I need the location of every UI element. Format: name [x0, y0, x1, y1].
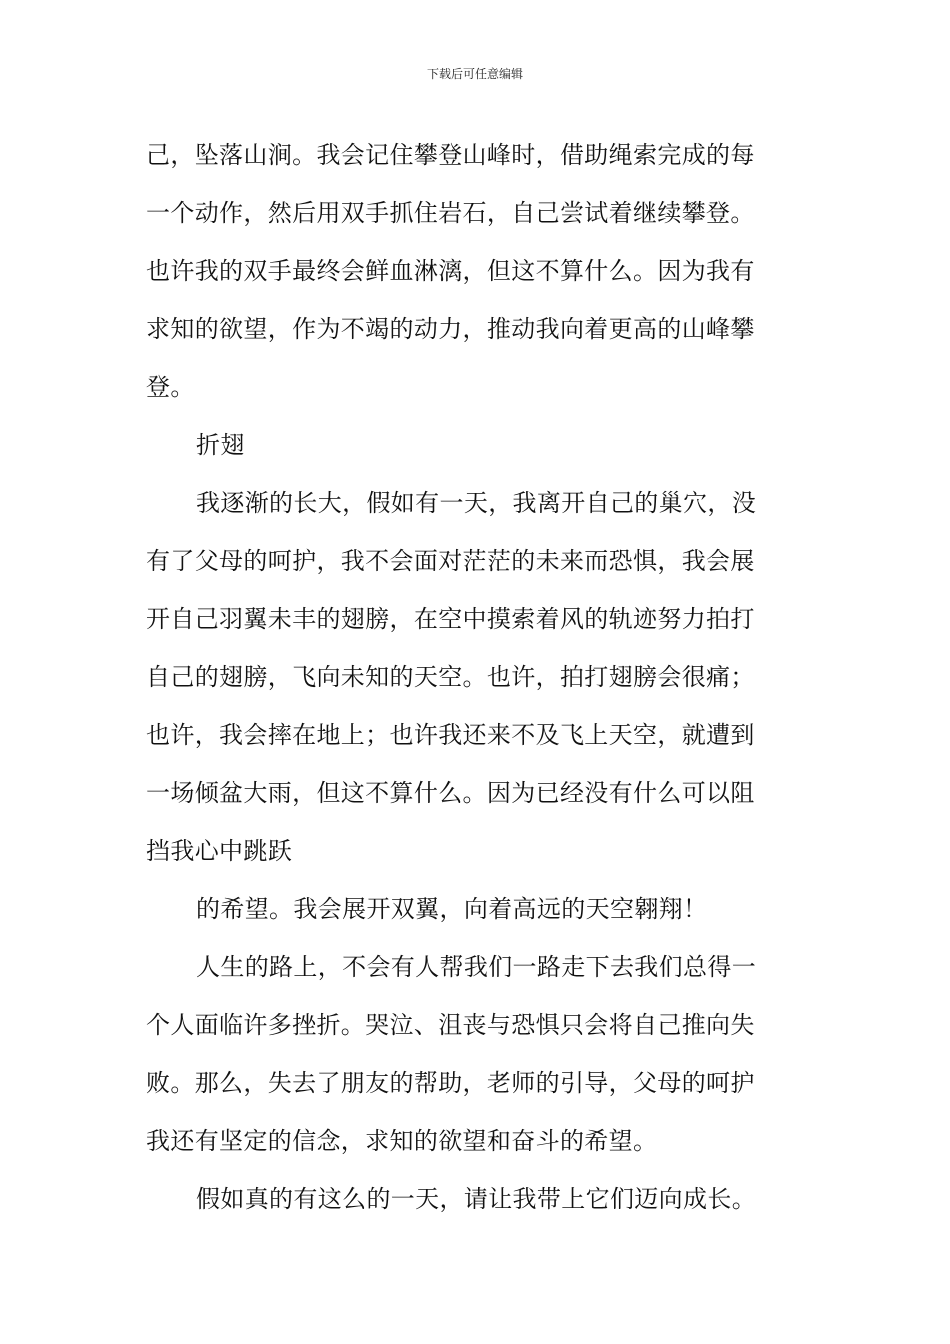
text-line: 有了父母的呵护，我不会面对茫茫的未来而恐惧，我会展 — [146, 547, 755, 575]
text-line: 一场倾盆大雨，但这不算什么。因为已经没有什么可以阻 — [146, 779, 755, 807]
text-line: 败。那么，失去了朋友的帮助，老师的引导，父母的呵护 — [146, 1069, 755, 1097]
text-line: 也许，我会摔在地上；也许我还来不及飞上天空，就遭到 — [146, 721, 755, 749]
text-line: 人生的路上，不会有人帮我们一路走下去我们总得一 — [196, 953, 757, 981]
text-line: 挡我心中跳跃 — [146, 837, 293, 865]
text-line: 自己的翅膀，飞向未知的天空。也许，拍打翅膀会很痛； — [146, 663, 755, 691]
text-line: 假如真的有这么的一天，请让我带上它们迈向成长。 — [196, 1185, 757, 1213]
text-line: 我逐渐的长大，假如有一天，我离开自己的巢穴，没 — [196, 489, 757, 517]
document-body — [146, 126, 808, 1228]
text-line: 登。 — [146, 373, 195, 401]
section-heading: 折翅 — [196, 431, 245, 459]
text-line: 己，坠落山涧。我会记住攀登山峰时，借助绳索完成的每 — [146, 141, 755, 169]
text-line: 求知的欲望，作为不竭的动力，推动我向着更高的山峰攀 — [146, 315, 755, 343]
text-line: 的希望。我会展开双翼，向着高远的天空翱翔！ — [196, 895, 708, 923]
text-line: 开自己羽翼未丰的翅膀，在空中摸索着风的轨迹努力拍打 — [146, 605, 755, 633]
page-header: 下载后可任意编辑 — [426, 67, 523, 81]
text-line: 我还有坚定的信念，求知的欲望和奋斗的希望。 — [146, 1127, 658, 1155]
text-line: 一个动作，然后用双手抓住岩石，自己尝试着继续攀登。 — [146, 199, 755, 227]
text-line: 也许我的双手最终会鲜血淋漓，但这不算什么。因为我有 — [146, 257, 755, 285]
text-line: 个人面临许多挫折。哭泣、沮丧与恐惧只会将自己推向失 — [146, 1011, 755, 1039]
